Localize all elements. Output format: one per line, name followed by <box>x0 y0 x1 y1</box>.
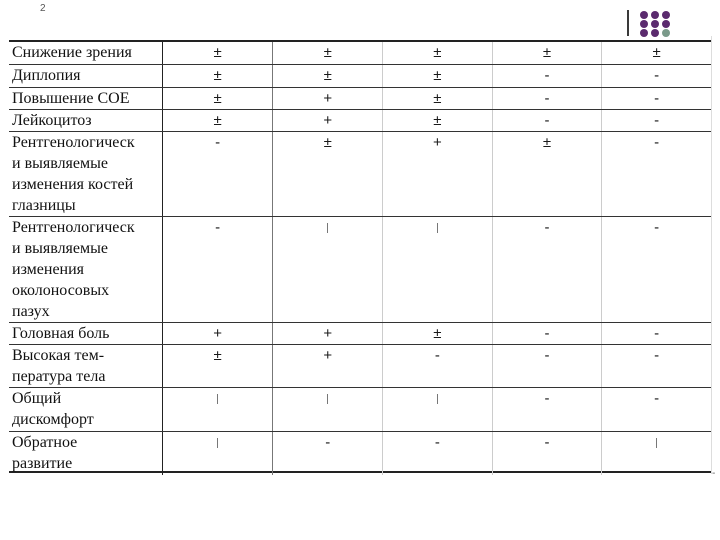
table-row <box>9 42 711 65</box>
logo-dot <box>651 20 659 28</box>
table-cell <box>602 217 711 323</box>
cell-value: - <box>654 134 660 151</box>
cell-value: - <box>544 90 550 107</box>
table-row <box>9 388 711 432</box>
table-cell <box>492 132 602 217</box>
table-cell <box>273 88 383 110</box>
table-cell <box>162 65 273 88</box>
cell-value: - <box>654 219 660 236</box>
table-cell <box>602 110 711 132</box>
cell-value: - <box>654 112 660 129</box>
cell-value: ± <box>213 67 222 84</box>
table-cell <box>383 323 493 345</box>
table-cell <box>602 88 711 110</box>
cell-value: ± <box>213 347 222 364</box>
cell-value: - <box>544 347 550 364</box>
table-row <box>9 65 711 88</box>
table-cell <box>273 432 383 476</box>
cell-mark <box>327 223 328 233</box>
row-label: Обратное развитие <box>9 432 162 476</box>
cell-value: ± <box>433 90 442 107</box>
cell-value: + <box>323 325 333 342</box>
header-divider <box>627 10 629 36</box>
table-cell <box>492 88 602 110</box>
cell-value: + <box>323 112 333 129</box>
cell-value: + <box>323 90 333 107</box>
table-cell <box>162 388 273 432</box>
cell-value: - <box>544 219 550 236</box>
table-row <box>9 345 711 388</box>
edge-tick: - <box>712 468 716 479</box>
table-cell <box>162 110 273 132</box>
row-label: Лейкоцитоз <box>9 110 162 132</box>
table-cell <box>273 110 383 132</box>
symptoms-table <box>9 42 711 475</box>
cell-value: ± <box>433 44 442 61</box>
cell-value: - <box>544 112 550 129</box>
cell-mark <box>656 438 657 448</box>
cell-value: + <box>433 134 442 151</box>
row-label: Общий дискомфорт <box>9 388 162 432</box>
table-cell <box>492 345 602 388</box>
row-label: Повышение СОЕ <box>9 88 162 110</box>
table-cell <box>273 345 383 388</box>
logo-dot <box>662 29 670 37</box>
table-cell <box>162 432 273 476</box>
row-label: Рентгенологическ и выявляемые изменения костей глазницы <box>9 132 162 217</box>
table-cell <box>383 65 493 88</box>
logo-dot <box>640 29 648 37</box>
cell-mark <box>437 223 438 233</box>
dots-logo-icon <box>640 11 680 37</box>
table-row <box>9 217 711 323</box>
table-cell <box>383 345 493 388</box>
row-label: Снижение зрения <box>9 42 162 65</box>
table-cell <box>273 217 383 323</box>
cell-value: ± <box>213 112 222 129</box>
cell-value: - <box>434 434 440 451</box>
cell-value: ± <box>433 112 442 129</box>
cell-value: - <box>544 67 550 84</box>
table-cell <box>162 132 273 217</box>
table-cell <box>492 65 602 88</box>
cell-value: + <box>213 325 223 342</box>
table-cell <box>383 432 493 476</box>
table-cell <box>383 132 493 217</box>
table-cell <box>602 42 711 65</box>
cell-value: ± <box>213 44 222 61</box>
cell-value: ± <box>433 67 442 84</box>
row-label: Диплопия <box>9 65 162 88</box>
table-cell <box>383 217 493 323</box>
table-cell <box>273 42 383 65</box>
cell-value: ± <box>323 134 332 151</box>
cell-value: - <box>654 67 660 84</box>
table-cell <box>162 42 273 65</box>
table-row <box>9 132 711 217</box>
table-cell <box>602 388 711 432</box>
table-cell <box>492 217 602 323</box>
table-cell <box>273 388 383 432</box>
cell-mark <box>327 394 328 404</box>
cell-value: ± <box>542 134 552 151</box>
table-cell <box>162 345 273 388</box>
cell-value: - <box>325 434 331 451</box>
table-cell <box>383 388 493 432</box>
table-row <box>9 323 711 345</box>
cell-value: - <box>434 347 440 364</box>
table-cell <box>602 132 711 217</box>
table-cell <box>602 323 711 345</box>
table-cell <box>602 345 711 388</box>
table-cell <box>492 323 602 345</box>
table-cell <box>602 65 711 88</box>
cell-value: - <box>544 390 550 407</box>
cell-value: - <box>654 325 660 342</box>
table-cell <box>383 42 493 65</box>
table-cell <box>492 110 602 132</box>
cell-mark <box>437 394 438 404</box>
row-label: Высокая тем- пература тела <box>9 345 162 388</box>
cell-mark <box>217 394 218 404</box>
table-cell <box>162 217 273 323</box>
logo-dot <box>640 20 648 28</box>
page-marker: 2 <box>40 3 46 14</box>
table-cell <box>492 388 602 432</box>
table-row <box>9 110 711 132</box>
cell-value: - <box>215 219 221 236</box>
cell-value: - <box>654 347 660 364</box>
cell-value: - <box>544 325 550 342</box>
cell-value: ± <box>323 67 332 84</box>
logo-dot <box>651 11 659 19</box>
cell-value: - <box>544 434 550 451</box>
table-row <box>9 432 711 476</box>
cell-value: - <box>654 390 660 407</box>
table-cell <box>273 323 383 345</box>
table-row <box>9 88 711 110</box>
row-label: Рентгенологическ и выявляемые изменения околоносовых пазух <box>9 217 162 323</box>
table-cell <box>273 65 383 88</box>
cell-value: - <box>654 90 660 107</box>
cell-value: ± <box>542 44 552 61</box>
logo-dot <box>662 11 670 19</box>
table-cell <box>273 132 383 217</box>
cell-value: ± <box>652 44 661 61</box>
right-edge-line <box>711 36 712 474</box>
table-cell <box>602 432 711 476</box>
cell-value: + <box>323 347 333 364</box>
logo-dot <box>662 20 670 28</box>
table-cell <box>492 42 602 65</box>
logo-dot <box>640 11 648 19</box>
table-cell <box>162 88 273 110</box>
cell-value: ± <box>433 325 442 342</box>
table-cell <box>162 323 273 345</box>
table-cell <box>383 110 493 132</box>
cell-value: ± <box>213 90 222 107</box>
row-label: Головная боль <box>9 323 162 345</box>
table-cell <box>383 88 493 110</box>
cell-value: ± <box>323 44 332 61</box>
table-cell <box>492 432 602 476</box>
cell-value: - <box>215 134 221 151</box>
logo-dot <box>651 29 659 37</box>
cell-mark <box>217 438 218 448</box>
